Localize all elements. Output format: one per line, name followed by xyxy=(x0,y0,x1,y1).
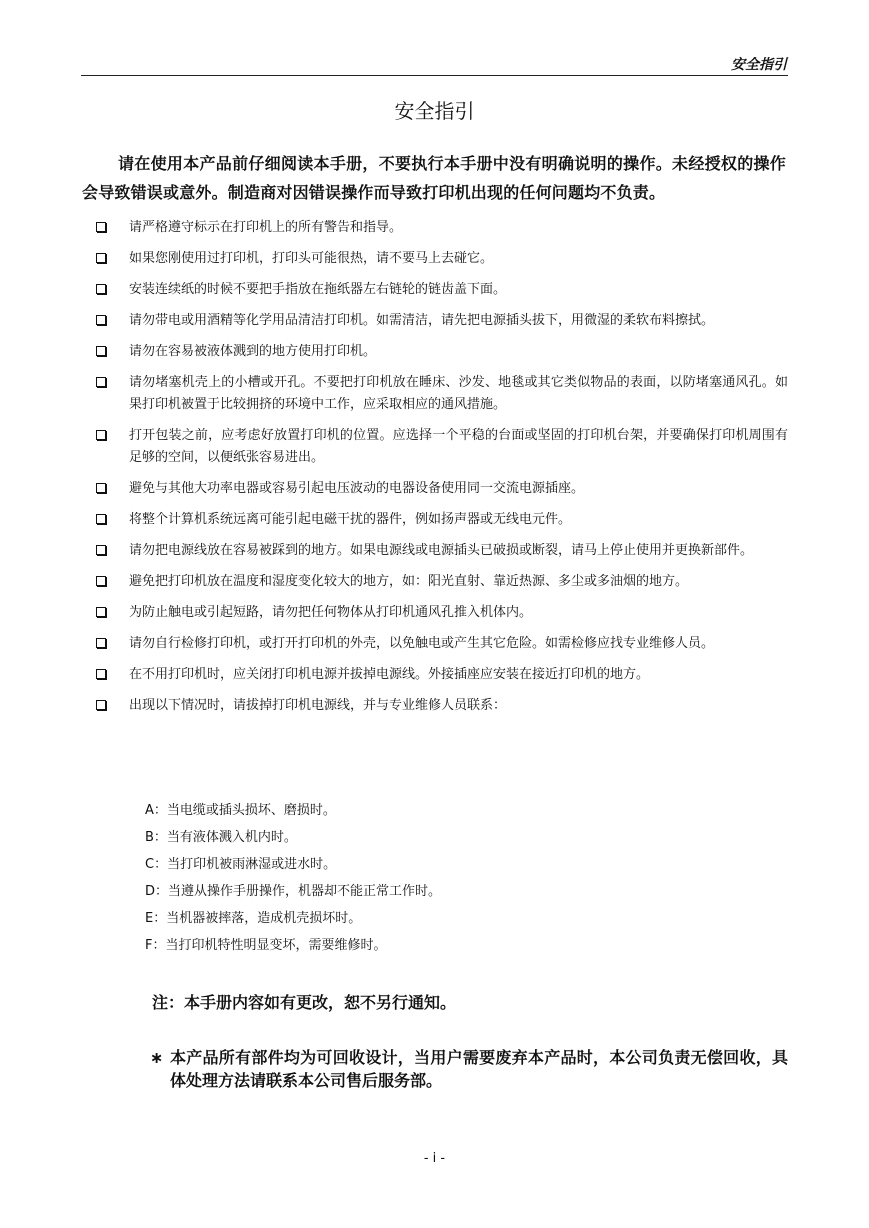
page-number: - i - xyxy=(423,1151,446,1166)
bullet-text: 请严格遵守标示在打印机上的所有警告和指导。 xyxy=(129,220,403,235)
bullet-text: 在不用打印机时，应关闭打印机电源并拔掉电源线。外接插座应安装在接近打印机的地方。 xyxy=(129,667,650,682)
checkbox-bullet-icon xyxy=(96,607,106,617)
bullet-text: 避免与其他大功率电器或容易引起电压波动的电器设备使用同一交流电源插座。 xyxy=(129,481,585,496)
checkbox-bullet-icon xyxy=(96,377,106,387)
checkbox-bullet-icon xyxy=(96,346,106,356)
list-item xyxy=(96,509,788,531)
list-item xyxy=(96,279,788,301)
bullet-text: 请勿把电源线放在容易被踩到的地方。如果电源线或电源插头已破损或断裂，请马上停止使用并更换新部件。 xyxy=(129,543,754,558)
bullet-text: 请勿在容易被液体溅到的地方使用打印机。 xyxy=(129,344,377,359)
list-item xyxy=(96,425,788,469)
header-rule xyxy=(81,75,788,76)
recycle-notice xyxy=(150,1046,788,1092)
bullet-text: 安装连续纸的时候不要把手指放在拖纸器左右链轮的链齿盖下面。 xyxy=(129,282,507,297)
intro-paragraph: 请在使用本产品前仔细阅读本手册，不要执行本手册中没有明确说明的操作。未经授权的操作会导致错误或意外。制造商对因错误操作而导致打印机出现的任何问题均不负责。 xyxy=(82,154,786,202)
list-item xyxy=(96,248,788,270)
bullet-text: 将整个计算机系统远离可能引起电磁干扰的器件，例如扬声器或无线电元件。 xyxy=(129,512,572,527)
checkbox-bullet-icon xyxy=(96,514,106,524)
list-item xyxy=(96,341,788,363)
list-item xyxy=(96,478,788,500)
list-item xyxy=(96,633,788,655)
checkbox-bullet-icon xyxy=(96,222,106,232)
safety-bullet-list xyxy=(96,217,788,726)
bullet-text: 请勿堵塞机壳上的小槽或开孔。不要把打印机放在睡床、沙发、地毯或其它类似物品的表面，以防堵塞通风孔。如果打印机被置于比较拥挤的环境中工作，应采取相应的通风措施。 xyxy=(129,375,788,412)
bullet-text: 避免把打印机放在温度和湿度变化较大的地方，如：阳光直射、靠近热源、多尘或多油烟的地方。 xyxy=(129,574,689,589)
checkbox-bullet-icon xyxy=(96,638,106,648)
bullet-text: 如果您刚使用过打印机，打印头可能很热，请不要马上去碰它。 xyxy=(129,251,494,266)
checkbox-bullet-icon xyxy=(96,284,106,294)
list-item xyxy=(96,217,788,239)
list-item xyxy=(96,602,788,624)
checkbox-bullet-icon xyxy=(96,315,106,325)
sub-list-item: E：当机器被摔落，造成机壳损坏时。 xyxy=(145,911,362,926)
notice-text: 注：本手册内容如有更改，恕不另行通知。 xyxy=(152,993,457,1012)
sub-list-item: B：当有液体溅入机内时。 xyxy=(145,830,297,845)
page-title: 安全指引 xyxy=(394,99,475,123)
sub-list-item: A：当电缆或插头损坏、磨损时。 xyxy=(145,803,336,818)
checkbox-bullet-icon xyxy=(96,483,106,493)
checkbox-bullet-icon xyxy=(96,545,106,555)
checkbox-bullet-icon xyxy=(96,430,106,440)
list-item xyxy=(96,310,788,332)
list-item xyxy=(96,664,788,686)
list-item xyxy=(96,540,788,562)
checkbox-bullet-icon xyxy=(96,576,106,586)
sub-list-item: D：当遵从操作手册操作，机器却不能正常工作时。 xyxy=(145,884,442,899)
sub-list-item: F：当打印机特性明显变坏，需要维修时。 xyxy=(145,938,387,953)
sub-list-item: C：当打印机被雨淋湿或进水时。 xyxy=(145,857,337,872)
checkbox-bullet-icon xyxy=(96,253,106,263)
bullet-text: 出现以下情况时，请拔掉打印机电源线，并与专业维修人员联系： xyxy=(129,698,507,713)
bullet-text: 为防止触电或引起短路，请勿把任何物体从打印机通风孔推入机体内。 xyxy=(129,605,533,620)
bullet-text: 打开包装之前，应考虑好放置打印机的位置。应选择一个平稳的台面或坚固的打印机台架，并要确保打印机周围有足够的空间，以便纸张容易进出。 xyxy=(129,428,788,465)
list-item xyxy=(96,571,788,593)
recycle-text: 本产品所有部件均为可回收设计，当用户需要废弃本产品时，本公司负责无偿回收，具体处理方法请联系本公司售后服务部。 xyxy=(170,1048,788,1090)
bullet-text: 请勿自行检修打印机，或打开打印机的外壳，以免触电或产生其它危险。如需检修应找专业维修人员。 xyxy=(129,636,715,651)
checkbox-bullet-icon xyxy=(96,700,106,710)
asterisk-icon: ∗ xyxy=(150,1048,164,1067)
list-item xyxy=(96,372,788,416)
condition-sub-list xyxy=(145,802,441,964)
list-item xyxy=(96,695,788,717)
checkbox-bullet-icon xyxy=(96,669,106,679)
bullet-text: 请勿带电或用酒精等化学用品清洁打印机。如需清洁，请先把电源插头拔下，用微湿的柔软布料擦拭。 xyxy=(129,313,715,328)
running-header-title: 安全指引 xyxy=(731,57,787,73)
